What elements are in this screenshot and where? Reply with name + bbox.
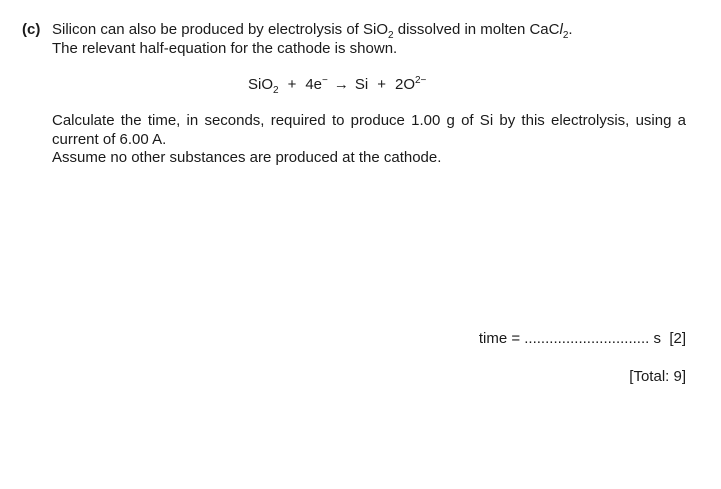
eq-reactant-2: 4e (305, 76, 323, 93)
intro-subscript: 2 (388, 30, 394, 41)
half-equation (248, 75, 426, 94)
eq-product-2: 2O (394, 76, 415, 93)
answer-marks: [2] (669, 330, 686, 347)
assumption-text: Assume no other substances are produced at the cathode. (52, 149, 442, 166)
part-label: (c) (22, 21, 41, 38)
eq-reactant-2-sup: − (322, 75, 328, 86)
eq-plus-2: + (377, 76, 386, 93)
answer-unit: s (649, 330, 661, 347)
intro-text-a: Silicon can also be produced by electrolysis of SiO (52, 21, 389, 38)
intro-subscript-2: 2 (562, 30, 569, 41)
eq-arrow: → (333, 76, 349, 93)
total-marks: [Total: 9] (629, 368, 686, 385)
answer-dots[interactable]: .............................. (524, 330, 650, 347)
intro-line-2: The relevant half-equation for the cathode is shown. (52, 40, 398, 57)
answer-line (479, 329, 686, 348)
intro-text-b: dissolved in molten CaC (393, 21, 560, 38)
eq-product-2-sup: 2− (415, 75, 427, 86)
eq-reactant-1-sub: 2 (273, 85, 279, 96)
eq-product-1: Si (354, 76, 369, 93)
instruction-text: Calculate the time, in seconds, required to produce 1.00 g of Si by this electrolysis, using a current of 6.00 A. (52, 112, 686, 148)
intro-line-1 (52, 20, 573, 39)
answer-label: time = (478, 330, 525, 347)
eq-plus-1: + (287, 76, 297, 93)
intro-text-l: l (559, 21, 563, 38)
intro-text-end: . (568, 21, 573, 38)
eq-reactant-1: SiO (248, 76, 274, 93)
